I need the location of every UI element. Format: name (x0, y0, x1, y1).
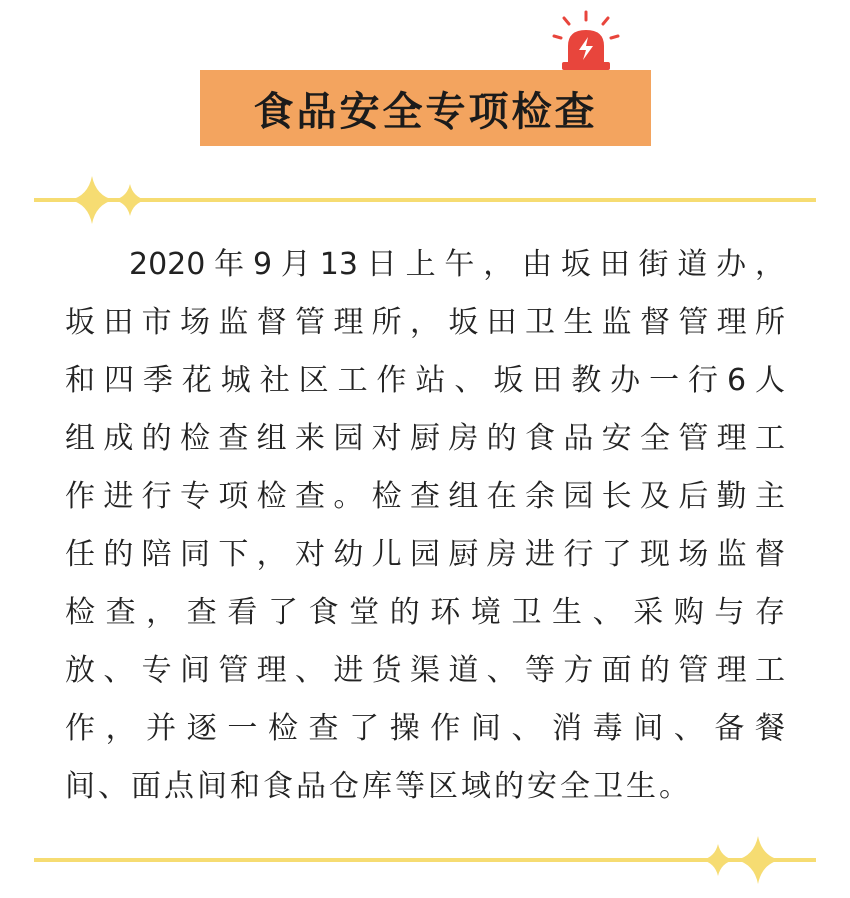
article-line: 组成的检查组来园对厨房的食品安全管理工 (65, 421, 785, 456)
article-line: 作进行专项检查。检查组在余园长及后勤主 (65, 479, 785, 514)
article-line: 放、专间管理、进货渠道、等方面的管理工 (65, 653, 785, 688)
article-line: 任的陪同下，对幼儿园厨房进行了现场监督 (65, 537, 785, 572)
sparkle-icon (736, 836, 780, 884)
bottom-divider (0, 830, 850, 890)
article-line: 间、面点间和食品仓库等区域的安全卫生。 (65, 769, 692, 804)
top-divider (0, 170, 850, 230)
article-line: 2020年9月13日上午，由坂田街道办， (129, 247, 785, 282)
article-line: 和四季花城社区工作站、坂田教办一行6人 (65, 363, 785, 398)
title-banner (200, 70, 651, 146)
sparkle-icon (114, 184, 146, 216)
article-line: 作，并逐一检查了操作间、消毒间、备餐 (65, 711, 785, 746)
sparkle-icon (70, 176, 114, 224)
article-line: 坂田市场监督管理所，坂田卫生监督管理所 (65, 305, 785, 340)
page-title: 食品安全专项检查 (253, 88, 598, 135)
sparkle-icon (702, 844, 734, 876)
article-body (65, 236, 785, 816)
alarm-light-icon (548, 10, 624, 74)
article-line: 检查，查看了食堂的环境卫生、采购与存 (65, 595, 785, 630)
